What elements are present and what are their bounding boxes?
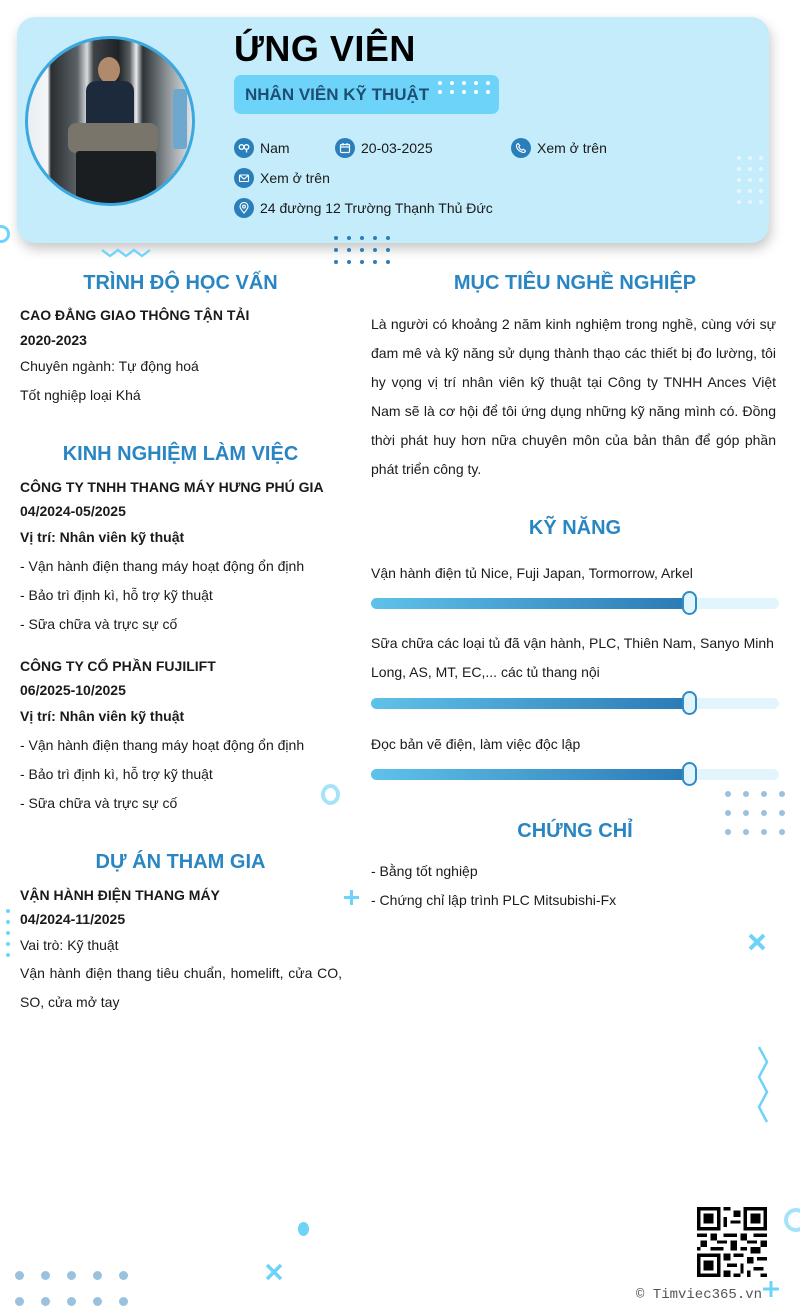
- info-birthday: [335, 138, 433, 158]
- location-pin-icon: [234, 198, 254, 218]
- gender-value: Nam: [260, 140, 290, 156]
- job-period: 06/2025-10/2025: [20, 682, 126, 698]
- email-icon: [234, 168, 254, 188]
- skills-title: KỸ NĂNG: [528, 517, 622, 539]
- skill-label: Đọc bản vẽ điện, làm việc độc lập: [371, 736, 581, 752]
- decorative-x: [264, 1262, 284, 1282]
- address-value: 24 đường 12 Trường Thạnh Thủ Đức: [260, 200, 493, 216]
- skill-knob: [682, 591, 697, 615]
- decorative-dots: [737, 156, 763, 204]
- job-title-badge: [234, 75, 499, 114]
- decorative-ring: [784, 1208, 800, 1232]
- email-value: Xem ở trên: [260, 170, 330, 186]
- education-school: CAO ĐẲNG GIAO THÔNG TẬN TẢI: [20, 307, 250, 323]
- skill-bar: [371, 769, 779, 780]
- experience-title: KINH NGHIỆM LÀM VIỆC: [62, 443, 299, 465]
- skill-bar: [371, 598, 779, 609]
- info-phone: [511, 138, 607, 158]
- job-duty: - Vận hành điện thang máy hoạt động ổn định: [20, 558, 305, 574]
- objective-text: Là người có khoảng 2 năm kinh nghiệm trong nghề, cùng với sự đam mê và kỹ năng sử dụng thành thạo các thiết bị đo lường, tôi hy vọng vị trí nhân viên kỹ thuật tại Công ty TNHH Ances Việt Nam sẽ là cơ hội để tôi ứng dụng những kỹ năng mình có. Đồng thời phát huy hơn nữa chuyên môn của bản thân để góp phần phát triển công ty.: [371, 316, 776, 477]
- job-duty: - Vận hành điện thang máy hoạt động ổn định: [20, 737, 305, 753]
- project-name: VẬN HÀNH ĐIỆN THANG MÁY: [20, 887, 220, 903]
- education-major: Chuyên ngành: Tự động hoá: [20, 358, 199, 374]
- decorative-plus: [762, 1280, 780, 1298]
- info-address: [234, 198, 493, 218]
- project-description: Vận hành điện thang tiêu chuẩn, homelift, cửa CO, SO, cửa mở tay: [20, 965, 342, 1010]
- qr-code-icon: [697, 1207, 767, 1277]
- job-title: NHÂN VIÊN KỸ THUẬT: [245, 85, 430, 104]
- info-gender: [234, 138, 290, 158]
- project-role: Vai trò: Kỹ thuật: [20, 937, 119, 953]
- project-period: 04/2024-11/2025: [20, 911, 126, 927]
- job-duty: - Bảo trì định kì, hỗ trợ kỹ thuật: [20, 766, 213, 782]
- job-duty: - Bảo trì định kì, hỗ trợ kỹ thuật: [20, 587, 213, 603]
- avatar: [25, 36, 195, 206]
- decorative-x: [747, 932, 767, 952]
- job-duty: - Sữa chữa và trực sự cố: [20, 795, 178, 811]
- certificates-title: CHỨNG CHỈ: [517, 820, 633, 842]
- birthday-value: 20-03-2025: [361, 140, 433, 156]
- projects-title: DỰ ÁN THAM GIA: [95, 851, 266, 873]
- education-grade: Tốt nghiệp loại Khá: [20, 387, 141, 403]
- job-position: Vị trí: Nhân viên kỹ thuật: [20, 529, 185, 545]
- education-title: TRÌNH ĐỘ HỌC VẤN: [83, 272, 278, 294]
- certificate-item: - Chứng chỉ lập trình PLC Mitsubishi-Fx: [371, 892, 617, 908]
- objective-title: MỤC TIÊU NGHỀ NGHIỆP: [453, 272, 697, 294]
- candidate-name: ỨNG VIÊN: [234, 28, 416, 69]
- info-email: [234, 168, 330, 188]
- skill-label: Vận hành điện tủ Nice, Fuji Japan, Tormorrow, Arkel: [371, 565, 693, 581]
- skill-label: Sữa chữa các loại tủ đã vận hành, PLC, Thiên Nam, Sanyo Minh Long, AS, MT, EC,... các tủ thang nội: [371, 635, 774, 680]
- decorative-dots: [334, 236, 390, 264]
- skill-bar: [371, 698, 779, 709]
- phone-icon: [511, 138, 531, 158]
- gender-icon: [234, 138, 254, 158]
- decorative-dots: [438, 81, 490, 94]
- decorative-ring: [0, 225, 10, 243]
- decorative-dots: [15, 1271, 128, 1306]
- education-period: 2020-2023: [20, 332, 87, 348]
- certificate-item: - Bằng tốt nghiệp: [371, 863, 478, 879]
- job-period: 04/2024-05/2025: [20, 503, 126, 519]
- decorative-dot: [298, 1222, 309, 1236]
- decorative-plus: [343, 889, 360, 906]
- footer-copyright: © Timviec365.vn: [636, 1287, 763, 1303]
- phone-value: Xem ở trên: [537, 140, 607, 156]
- job-duty: - Sữa chữa và trực sự cố: [20, 616, 178, 632]
- decorative-ring: [321, 784, 340, 805]
- job-company: CÔNG TY CỔ PHẦN FUJILIFT: [20, 658, 216, 674]
- decorative-dots: [6, 909, 10, 957]
- decorative-zigzag: [100, 247, 152, 259]
- job-company: CÔNG TY TNHH THANG MÁY HƯNG PHÚ GIA: [20, 479, 324, 495]
- job-position: Vị trí: Nhân viên kỹ thuật: [20, 708, 185, 724]
- decorative-zigzag: [756, 1045, 770, 1125]
- skill-knob: [682, 762, 697, 786]
- calendar-icon: [335, 138, 355, 158]
- skill-knob: [682, 691, 697, 715]
